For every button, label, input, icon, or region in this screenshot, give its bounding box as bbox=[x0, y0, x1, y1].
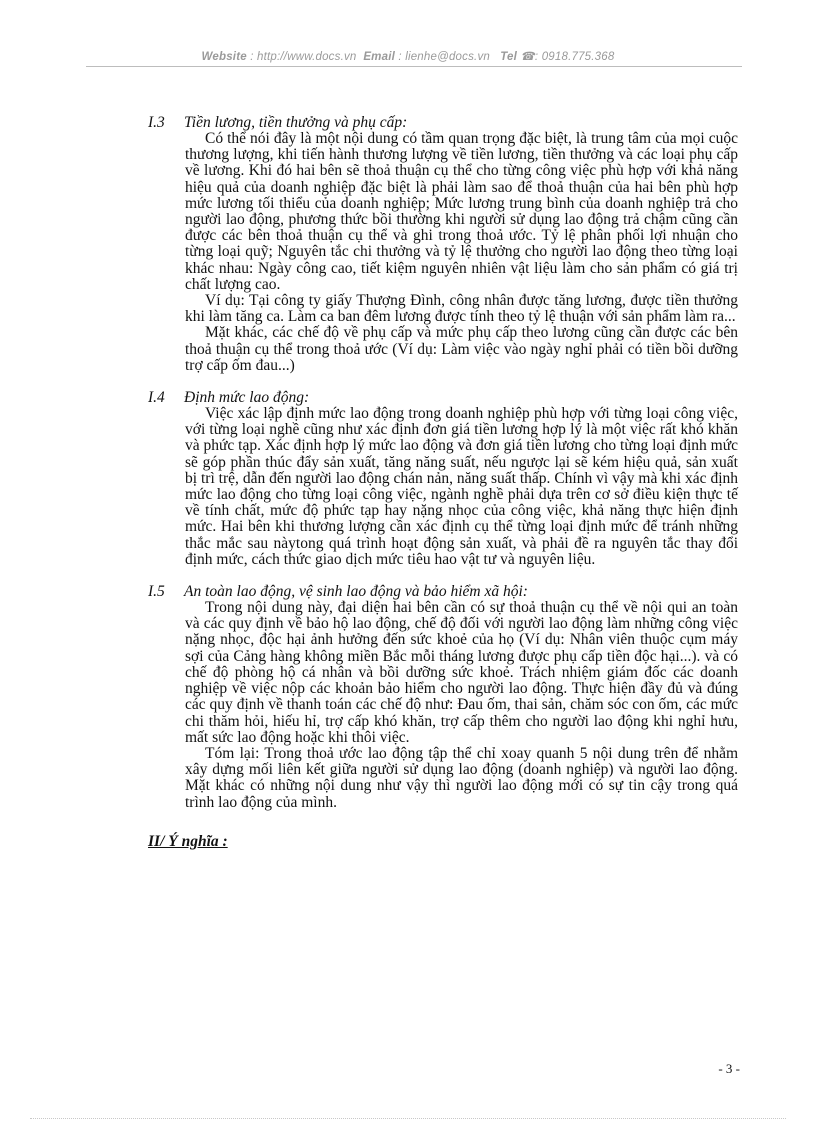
section-number: I.5 bbox=[148, 583, 165, 601]
page-number: - 3 - bbox=[718, 1061, 740, 1076]
section-safety-insurance bbox=[148, 583, 738, 811]
tel-label: Tel bbox=[500, 51, 517, 63]
section-title: An toàn lao động, vệ sinh lao động và bảo hiểm xã hội: bbox=[184, 583, 528, 601]
page-header bbox=[0, 49, 816, 63]
section-heading bbox=[148, 114, 738, 131]
website-label: Website bbox=[201, 51, 247, 63]
website-value[interactable]: : http://www.docs.vn bbox=[250, 51, 357, 63]
email-value[interactable]: : lienhe@docs.vn bbox=[398, 51, 490, 63]
part-two-heading: II/ Ý nghĩa : bbox=[148, 832, 228, 850]
paragraph: Tóm lại: Trong thoả ước lao động tập thể chỉ xoay quanh 5 nội dung trên để nhằm xây dựng mối liên kết giữa người sử dụng lao động (doanh nghiệp) và người lao động. Mặt khác có những nội dung như vậy thì người lao động mới có sự tin cậy trong quá trình lao động của mình. bbox=[185, 744, 738, 811]
header-divider bbox=[86, 66, 742, 67]
tel-value: ☎: 0918.775.368 bbox=[520, 51, 615, 63]
section-wages bbox=[148, 114, 738, 374]
email-label: Email bbox=[363, 51, 395, 63]
section-heading bbox=[148, 389, 738, 406]
section-heading bbox=[148, 583, 738, 600]
section-title: Định mức lao động: bbox=[184, 389, 310, 407]
section-number: I.3 bbox=[148, 114, 165, 131]
section-labor-norms bbox=[148, 389, 738, 568]
paragraph: Trong nội dung này, đại diện hai bên cần có sự thoả thuận cụ thể về nội qui an toàn và các quy định về bảo hộ lao động, chế độ đối với người lao động làm những công việc nặng nhọc, độc hại ảnh hưởng đến sức khoẻ của họ (Ví dụ: Nhân viên thuộc cụm máy sợi của Cảng hàng không miền Bắc mỗi tháng lương được phụ cấp tiền độc hại...). và có chế độ phòng hộ cá nhân và bồi dưỡng sức khoẻ. Trách nhiệm giám đốc các doanh nghiệp về việc nộp các khoản bảo hiểm cho người lao động. Thực hiện đầy đủ và đúng các quy định về thanh toán các chế độ như: Đau ốm, thai sản, chăm sóc con ốm, các mức chi thăm hỏi, hiếu hỉ, trợ cấp khó khăn, trợ cấp thêm cho người lao động khi nghỉ hưu, mất sức lao động hoặc khi thôi việc. bbox=[185, 599, 738, 746]
document-body bbox=[148, 114, 738, 851]
section-title: Tiền lương, tiền thưởng và phụ cấp: bbox=[184, 114, 408, 131]
section-number: I.4 bbox=[148, 389, 165, 407]
paragraph: Mặt khác, các chế độ về phụ cấp và mức phụ cấp theo lương cũng cần được các bên thoả thuận cụ thể trong thoả ước (Ví dụ: Làm việc vào ngày nghỉ phải có tiền bồi dưỡng trợ cấp ốm đau...) bbox=[185, 324, 738, 374]
paragraph: Việc xác lập định mức lao động trong doanh nghiệp phù hợp với từng loại công việc, với từng loại nghề cũng như xác định đơn giá tiền lương hợp lý là một việc rất khó khăn và phức tạp. Xác định hợp lý mức lao động và đơn giá tiền lương cho từng loại định mức sẽ góp phần thúc đẩy sản xuất, tăng năng suất, nếu ngược lại sẽ kém hiệu quả, sản xuất bị trì trệ, dẫn đến người lao động chán nản, năng suất thấp. Chính vì vậy mà khi xác định mức lao động cho từng loại công việc, ngành nghề phải dựa trên cơ sở điều kiện thực tế về tính chất, mức độ phức tạp hay nặng nhọc của công việc, khả năng thực hiện định mức. Hai bên khi thương lượng cần xác định cụ thể từng loại định mức để tránh những thắc mắc sau nàytong quá trình hoạt động sản xuất, và phải đề ra nguyên tắc thay đổi định mức, cách thức giao dịch mức tiêu hao vật tư và nguyên liệu. bbox=[185, 405, 739, 568]
paragraph: Ví dụ: Tại công ty giấy Thượng Đình, công nhân được tăng lương, được tiền thưởng khi làm tăng ca. Làm ca ban đêm lương được tính theo tỷ lệ thuận với sản phẩm làm ra... bbox=[185, 292, 738, 326]
footer-divider bbox=[30, 1118, 786, 1119]
paragraph: Có thể nói đây là một nội dung có tầm quan trọng đặc biệt, là trung tâm của mọi cuộc thương lượng, khi tiến hành thương lượng về tiền lương, tiền thưởng và các loại phụ cấp về lương. Khi đó hai bên sẽ thoả thuận cụ thể cho từng công việc phù hợp với khả năng hiệu quả của doanh nghiệp đặc biệt là phải làm sao để thoả thuận của hai bên phù hợp mức lương tối thiểu của doanh nghiệp; Mức lương trung bình của doanh nghiệp trả cho người lao động, phương thức bồi thường khi người sử dụng lao động trả chậm cũng cần được các bên thoả thuận cụ thể và ghi trong thoả ước. Tỷ lệ phân phối lợi nhuận cho từng loại quỹ; Nguyên tắc chi thưởng và tỷ lệ thưởng cho người lao động theo từng loại khác nhau: Ngày công cao, tiết kiệm nguyên nhiên vật liệu làm cho sản phẩm có giá trị chất lượng cao. bbox=[185, 130, 738, 293]
